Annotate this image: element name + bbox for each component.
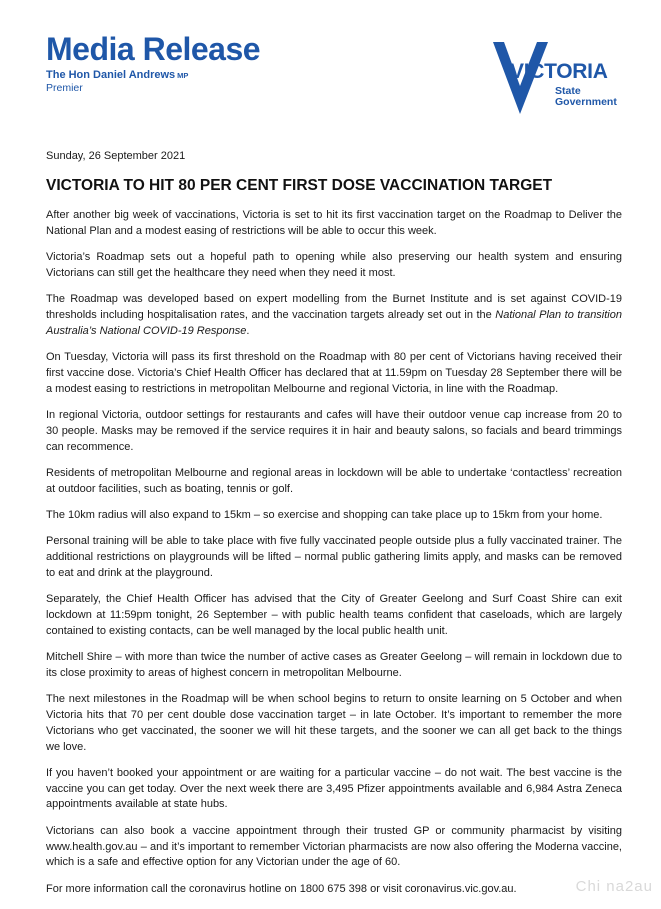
paragraph-text: The Roadmap was developed based on expert modelling from the Burnet Institute and is set against COVID-19 thresholds including hospitalisation rates, and the vaccination targets already set out in the [46, 293, 622, 321]
paragraph: Personal training will be able to take place with five fully vaccinated people outside plus a fully vaccinated trainer. The additional restrictions on playgrounds will be lifted – normal public gathering limits apply, and masks can be removed to eat and drink at the playground. [46, 535, 622, 579]
victoria-logo-word: VICTORIA [510, 60, 608, 83]
paragraph: Victoria’s Roadmap sets out a hopeful path to opening while also preserving our health system and ensuring Victorians can still get the healthcare they need when they need it most. [46, 251, 622, 279]
paragraph: The 10km radius will also expand to 15km – so exercise and shopping can take place up to 15km from your home. [46, 508, 603, 521]
minister-name-text: The Hon Daniel Andrews [46, 69, 176, 81]
paragraph: The next milestones in the Roadmap will be when school begins to return to onsite learning on 5 October and when Victoria hits that 70 per cent double dose vaccination target – in late October. It’s important to remember the more Victorians who get vaccinated, the sooner we will hit these targets, and the sooner we can all get back to the things we love. [46, 693, 622, 753]
paragraph: On Tuesday, Victoria will pass its first threshold on the Roadmap with 80 per cent of Victorians having received their first vaccine dose. Victoria’s Chief Health Officer has declared that at 11.59pm on Tuesday 28 September there will be a modest easing to restrictions in metropolitan Melbourne and regional Victoria, in line with the Roadmap. [46, 351, 622, 395]
paragraph-end: . [246, 324, 250, 337]
paragraph: Mitchell Shire – with more than twice the number of active cases as Greater Geelong – will remain in lockdown due to its close proximity to areas of highest concern in metropolitan Melbourne. [46, 651, 622, 679]
minister-name [46, 69, 260, 82]
release-body [46, 147, 622, 908]
paragraph: Victorians can also book a vaccine appointment through their trusted GP or community pharmacist by visiting www.health.gov.au – and it’s important to remember Victorian pharmacists are now also offering the Moderna vaccine, which is a safe and effective option for any Victorian under the age of 60. [46, 824, 622, 869]
paragraph: After another big week of vaccinations, Victoria is set to hit its first vaccination target on the Roadmap to Deliver the National Plan and a modest easing of restrictions will be able to occur this week. [46, 209, 622, 237]
paragraph: Separately, the Chief Health Officer has advised that the City of Greater Geelong and Surf Coast Shire can exit lockdown at 11:59pm tonight, 26 September – with public health teams confident that caseloads, which are largely contained to existing contacts, can be well managed by the local public health unit. [46, 593, 622, 637]
media-release-header [46, 32, 260, 95]
national-plan-reference: National Plan to transition Australia’s National COVID-19 Response [46, 308, 622, 337]
minister-suffix: MP [177, 71, 189, 80]
government-label: Government [555, 96, 617, 108]
paragraph: For more information call the coronavirus hotline on 1800 675 398 or visit coronavirus.vic.gov.au. [46, 882, 517, 895]
watermark: Chi na2au [575, 878, 653, 895]
paragraph [46, 292, 622, 339]
paragraph: In regional Victoria, outdoor settings for restaurants and cafes will have their outdoor venue cap increase from 20 to 30 people. Masks may be removed if the service requires it in hair and beauty salons, so facials and beard trimmings can recommence. [46, 408, 622, 453]
release-headline: VICTORIA TO HIT 80 PER CENT FIRST DOSE VACCINATION TARGET [46, 177, 553, 194]
paragraph: Residents of metropolitan Melbourne and regional areas in lockdown will be able to undertake ‘contactless’ recreation at outdoor facilities, such as boating, tennis or golf. [46, 466, 622, 495]
release-date: Sunday, 26 September 2021 [46, 150, 186, 162]
minister-role: Premier [46, 82, 83, 94]
media-release-title: Media Release [46, 31, 261, 67]
paragraph: If you haven’t booked your appointment or are waiting for a particular vaccine – do not wait. The best vaccine is the vaccine you can get today. Over the next week there are 3,495 Pfizer appointments available and 6,984 Astra Zeneca appointments available at state hubs. [46, 766, 622, 811]
state-label: State [555, 85, 581, 97]
state-government-label [555, 86, 617, 108]
